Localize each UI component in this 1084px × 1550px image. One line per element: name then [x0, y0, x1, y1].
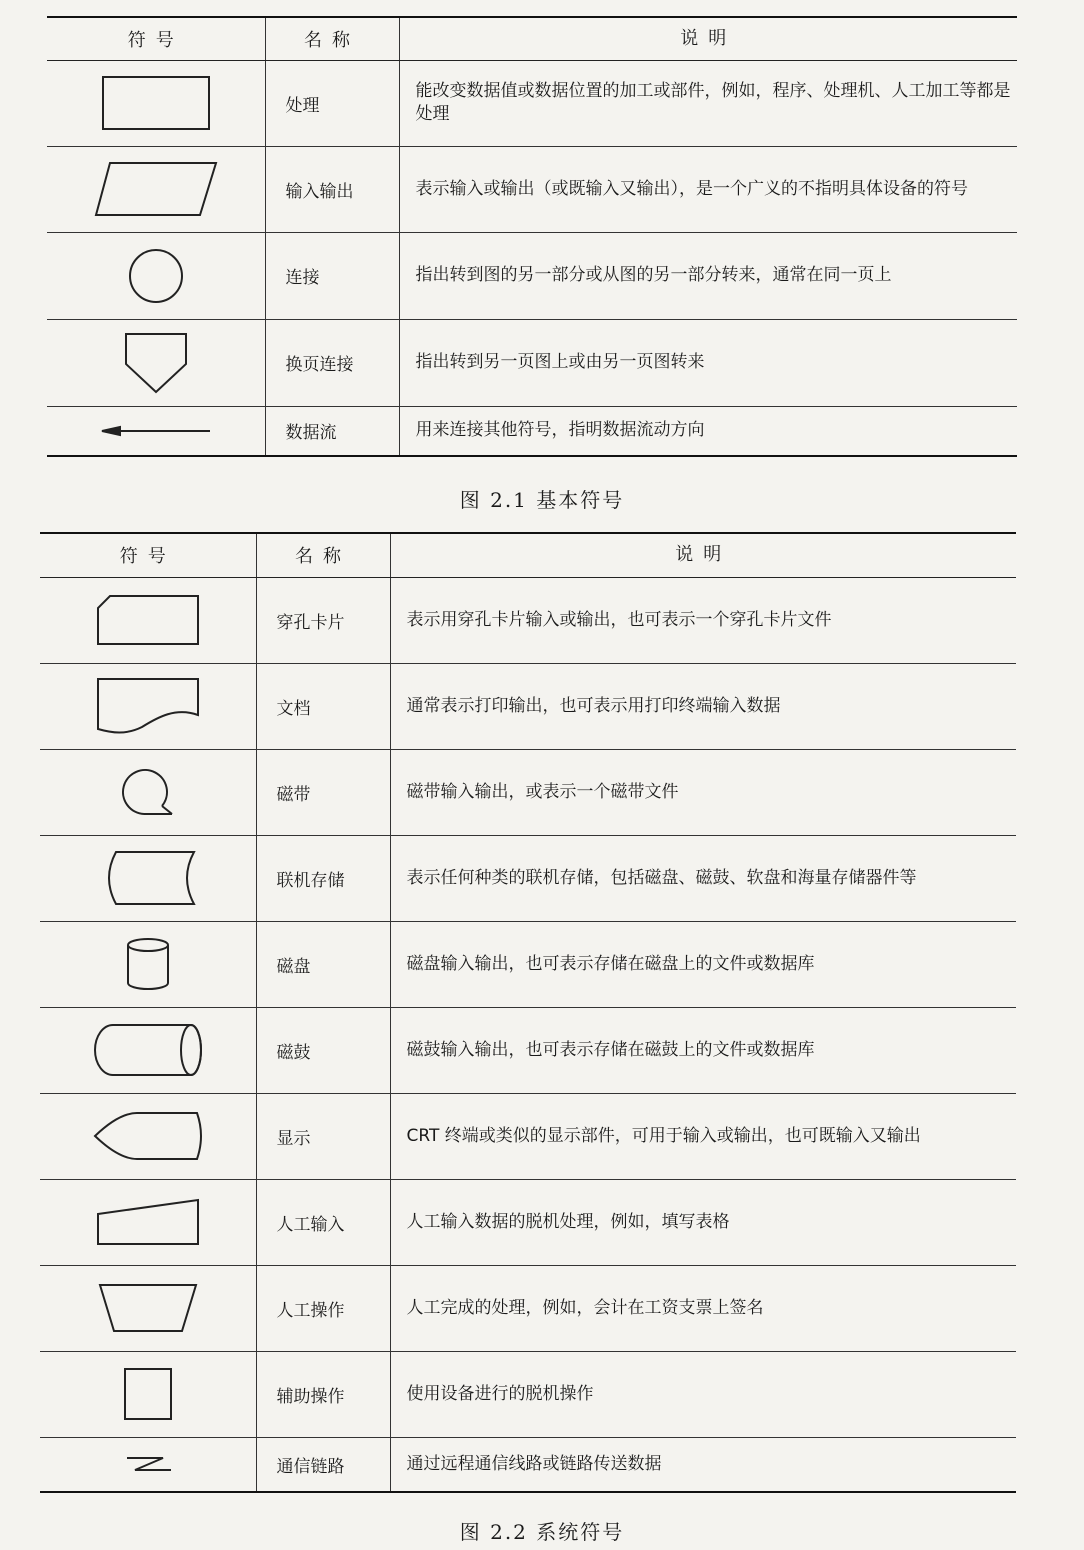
- symbol-name: 数据流: [265, 406, 399, 456]
- header-name: 名称: [265, 17, 399, 60]
- symbol-description: 指出转到图的另一部分或从图的另一部分转来，通常在同一页上: [399, 232, 1017, 319]
- figure-caption-basic: 图 2.1 基本符号: [459, 488, 625, 512]
- table-row: [40, 1093, 1016, 1179]
- figure-caption-system: 图 2.2 系统符号: [459, 1520, 625, 1544]
- table-row: [40, 1351, 1016, 1437]
- symbol-name: 磁带: [256, 749, 390, 835]
- symbol-description: CRT 终端或类似的显示部件，可用于输入或输出，也可既输入又输出: [390, 1093, 1016, 1179]
- manual-operation-icon: [98, 1283, 198, 1333]
- symbol-name: 人工输入: [256, 1179, 390, 1265]
- symbol-name: 输入输出: [265, 146, 399, 232]
- symbol-name: 磁盘: [256, 921, 390, 1007]
- pentagon-icon: [124, 332, 188, 394]
- table-row: [47, 146, 1017, 232]
- symbol-description: 磁带输入输出，或表示一个磁带文件: [390, 749, 1016, 835]
- communication-link-icon: [123, 1454, 173, 1474]
- symbol-name: 连接: [265, 232, 399, 319]
- punched-card-icon: [96, 594, 200, 646]
- arrow-left-icon: [100, 425, 212, 437]
- table-row: [47, 406, 1017, 456]
- symbol-name: 联机存储: [256, 835, 390, 921]
- symbol-cell: [47, 146, 265, 232]
- symbol-cell: [40, 1265, 256, 1351]
- symbol-cell: [47, 319, 265, 406]
- symbol-description: 通过远程通信线路或链路传送数据: [390, 1437, 1016, 1492]
- basic-symbols-table: [47, 16, 1017, 457]
- header-name: 名称: [256, 533, 390, 577]
- document-icon: [96, 677, 200, 735]
- table-row: [40, 1179, 1016, 1265]
- symbol-name: 人工操作: [256, 1265, 390, 1351]
- drum-icon: [93, 1023, 203, 1077]
- symbol-description: 指出转到另一页图上或由另一页图转来: [399, 319, 1017, 406]
- symbol-description: 人工完成的处理，例如，会计在工资支票上签名: [390, 1265, 1016, 1351]
- symbol-name: 文档: [256, 663, 390, 749]
- symbol-name: 换页连接: [265, 319, 399, 406]
- symbol-name: 辅助操作: [256, 1351, 390, 1437]
- table-row: [40, 1007, 1016, 1093]
- symbol-cell: [47, 232, 265, 319]
- symbol-description: 表示用穿孔卡片输入或输出，也可表示一个穿孔卡片文件: [390, 577, 1016, 663]
- symbol-description: 使用设备进行的脱机操作: [390, 1351, 1016, 1437]
- symbol-name: 处理: [265, 60, 399, 146]
- symbol-cell: [40, 1007, 256, 1093]
- header-symbol: 符号: [47, 17, 265, 60]
- symbol-cell: [40, 1179, 256, 1265]
- manual-input-icon: [96, 1198, 200, 1246]
- symbol-cell: [40, 921, 256, 1007]
- table-row: [47, 60, 1017, 146]
- disk-icon: [126, 937, 170, 991]
- table-row: [47, 232, 1017, 319]
- system-symbols-table: [40, 532, 1016, 1493]
- symbol-description: 人工输入数据的脱机处理，例如，填写表格: [390, 1179, 1016, 1265]
- symbol-description: 磁鼓输入输出，也可表示存储在磁鼓上的文件或数据库: [390, 1007, 1016, 1093]
- symbol-name: 穿孔卡片: [256, 577, 390, 663]
- table-row: [40, 835, 1016, 921]
- parallelogram-icon: [94, 161, 218, 217]
- circle-icon: [128, 248, 184, 304]
- header-desc: 说明: [390, 533, 1016, 577]
- symbol-description: 能改变数据值或数据位置的加工或部件，例如，程序、处理机、人工加工等都是处理: [399, 60, 1017, 146]
- symbol-cell: [40, 577, 256, 663]
- symbol-description: 表示输入或输出（或既输入又输出），是一个广义的不指明具体设备的符号: [399, 146, 1017, 232]
- symbol-cell: [40, 749, 256, 835]
- header-symbol: 符号: [40, 533, 256, 577]
- table-row: [40, 1437, 1016, 1492]
- symbol-cell: [40, 1351, 256, 1437]
- table-header-row: [47, 17, 1017, 60]
- symbol-description: 通常表示打印输出，也可表示用打印终端输入数据: [390, 663, 1016, 749]
- symbol-name: 显示: [256, 1093, 390, 1179]
- table-row: [47, 319, 1017, 406]
- symbol-description: 表示任何种类的联机存储，包括磁盘、磁鼓、软盘和海量存储器件等: [390, 835, 1016, 921]
- magnetic-tape-icon: [120, 766, 176, 818]
- symbol-cell: [40, 1093, 256, 1179]
- rectangle-icon: [101, 75, 211, 131]
- symbol-name: 通信链路: [256, 1437, 390, 1492]
- table-row: [40, 577, 1016, 663]
- symbol-name: 磁鼓: [256, 1007, 390, 1093]
- symbol-cell: [47, 60, 265, 146]
- symbol-cell: [47, 406, 265, 456]
- online-storage-icon: [100, 850, 196, 906]
- header-desc: 说明: [399, 17, 1017, 60]
- table-row: [40, 663, 1016, 749]
- symbol-cell: [40, 1437, 256, 1492]
- symbol-description: 用来连接其他符号，指明数据流动方向: [399, 406, 1017, 456]
- table-row: [40, 1265, 1016, 1351]
- symbol-cell: [40, 663, 256, 749]
- table-row: [40, 749, 1016, 835]
- symbol-cell: [40, 835, 256, 921]
- table-row: [40, 921, 1016, 1007]
- table-header-row: [40, 533, 1016, 577]
- auxiliary-operation-icon: [123, 1367, 173, 1421]
- display-icon: [93, 1111, 203, 1161]
- symbol-description: 磁盘输入输出，也可表示存储在磁盘上的文件或数据库: [390, 921, 1016, 1007]
